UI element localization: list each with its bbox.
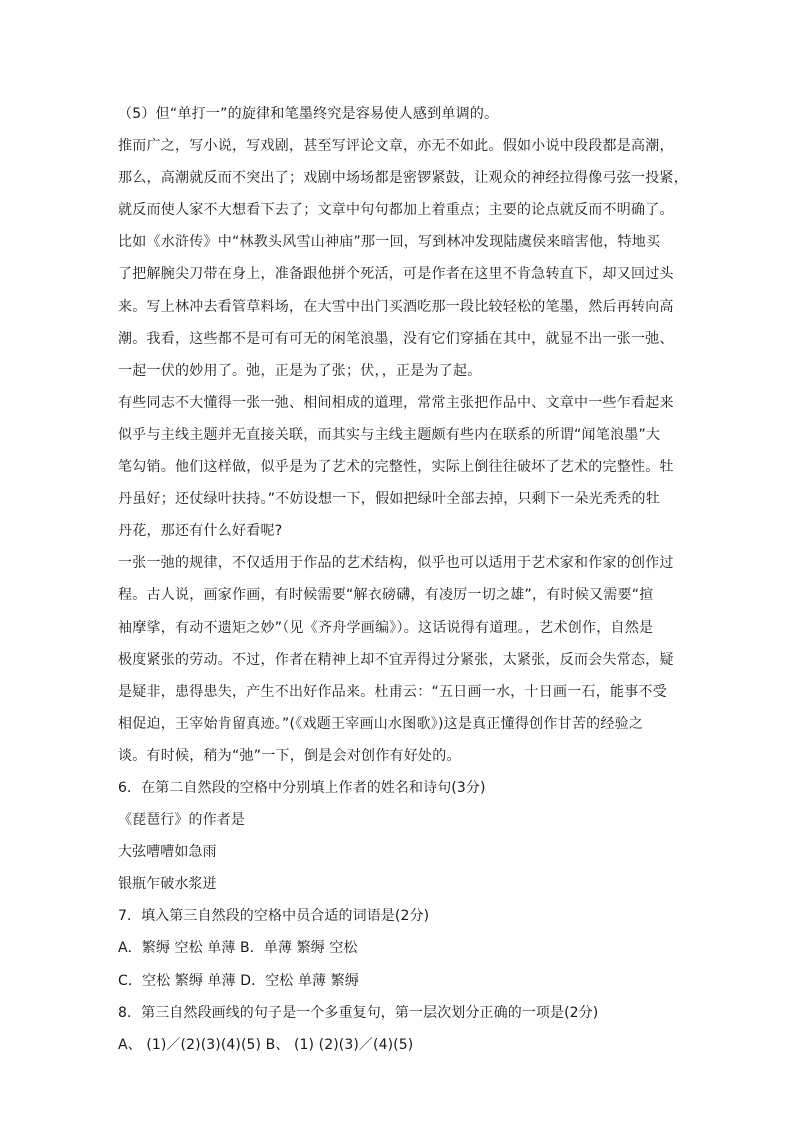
question-line: 6．在第二自然段的空格中分别填上作者的姓名和诗句(3分)	[118, 779, 486, 796]
paragraph-line: 极度紧张的劳动。不过，作者在精神上却不宜弄得过分紧张，太紧张，反而会失常态，疑	[118, 651, 674, 668]
paragraph-line: 一起一伏的妙用了。弛，正是为了张；伏，，正是为了起。	[118, 362, 482, 379]
question-line: 大弦嘈嘈如急雨	[118, 844, 217, 861]
question-line: 8．第三自然段画线的句子是一个多重复句，第一层次划分正确的一项是(2分)	[118, 1004, 599, 1021]
paragraph-line: 程。古人说，画家作画，有时候需要“解衣磅礴，有凌厉一切之雄”，有时候又需要“揎	[118, 587, 654, 604]
paragraph-line: 笔勾销。他们这样做，似乎是为了艺术的完整性，实际上倒往往破坏了艺术的完整性。牡	[118, 459, 674, 476]
option-line: A、 (1)／(2)(3)(4)(5) B、 (1) (2)(3)／(4)(5)	[118, 1036, 414, 1053]
paragraph-line: （5）但“单打一”的旋律和笔墨终究是容易使人感到单调的。	[118, 106, 499, 122]
paragraph-line: 一张一弛的规律，不仅适用于作品的艺术结构，似乎也可以适用于艺术家和作家的创作过	[118, 555, 674, 572]
question-line: 《琵琶行》的作者是	[118, 812, 245, 829]
paragraph-line: 谈。有时候，稍为“弛”一下，倒是会对创作有好处的。	[118, 747, 461, 764]
paragraph-line: 丹虽好；还仗绿叶扶持。”不妨设想一下，假如把绿叶全部去掉，只剩下一朵光秃秃的牡	[118, 491, 661, 508]
question-line: 7．填入第三自然段的空格中员合适的词语是(2分)	[118, 908, 430, 925]
paragraph-line: 潮。我看，这些都不是可有可无的闲笔浪墨，没有它们穿插在其中，就显不出一张一弛、	[118, 330, 674, 347]
paragraph-line: 来。写上林冲去看管草料场，在大雪中出门买酒吃那一段比较轻松的笔墨，然后再转向高	[118, 298, 674, 315]
document-page	[118, 98, 688, 1061]
paragraph-line: 比如《水浒传》中“林教头风雪山神庙”那一回，写到林冲发现陆虞侯来暗害他，特地买	[118, 234, 661, 251]
paragraph-line: 推而广之，写小说，写戏剧，甚至写评论文章，亦无不如此。假如小说中段段都是高潮，	[118, 138, 674, 155]
paragraph-line: 就反而使人家不大想看下去了；文章中句句都加上着重点；主要的论点就反而不明确了。	[118, 202, 674, 219]
option-line: C．空松 繁缛 单薄 D．空松 单薄 繁缛	[118, 972, 359, 989]
paragraph-line: 相促迫，王宰始肯留真迹。”(《戏题王宰画山水图歌》)这是真正懂得创作甘苦的经验之	[118, 715, 644, 732]
paragraph-line: 袖摩挲，有动不遗矩之妙”（见《齐舟学画编》）。这话说得有道理。，艺术创作，自然是	[118, 619, 654, 636]
paragraph-line: 是疑非，患得患失，产生不出好作品来。杜甫云：“五日画一水，十日画一石，能事不受	[118, 683, 668, 700]
paragraph-line: 似乎与主线主题并无直接关联，而其实与主线主题颇有些内在联系的所谓“闻笔浪墨”大	[118, 426, 661, 443]
paragraph-line: 那么，高潮就反而不突出了；戏剧中场场都是密锣紧鼓，让观众的神经拉得像弓弦一投紧，	[118, 170, 688, 187]
question-line: 银瓶乍破水浆迸	[118, 876, 217, 893]
option-line: A．繁缛 空松 单薄 B．单薄 繁缛 空松	[118, 940, 358, 957]
paragraph-line: 了把解腕尖刀带在身上，准备跟他拼个死活，可是作者在这里不肯急转直下，却又回过头	[118, 266, 674, 283]
paragraph-line: 丹花，那还有什么好看呢?	[118, 523, 283, 540]
paragraph-line: 有些同志不大懂得一张一弛、相间相成的道理，常常主张把作品中、文章中一些乍看起来	[118, 394, 674, 411]
